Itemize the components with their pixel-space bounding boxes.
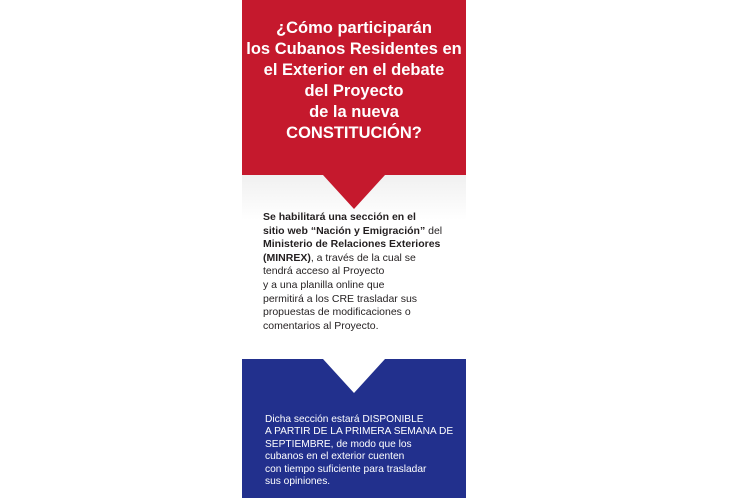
paragraph-text: del	[425, 224, 443, 237]
headline-line: CONSTITUCIÓN?	[286, 124, 422, 142]
headline	[242, 18, 466, 144]
headline-line: el Exterior en el debate	[263, 61, 445, 79]
availability-line: A PARTIR DE LA PRIMERA SEMANA DE	[265, 426, 454, 438]
paragraph-text: propuestas de modificaciones o	[263, 306, 411, 319]
infographic-banner	[242, 0, 466, 498]
paragraph-text: tendrá acceso al Proyecto	[263, 265, 385, 278]
info-paragraph	[263, 211, 458, 333]
headline-line: ¿Cómo participarán	[276, 19, 432, 37]
availability-line: cubanos en el exterior cuenten	[265, 451, 405, 463]
availability-line: sus opiniones.	[265, 476, 331, 488]
availability-line: Dicha sección estará DISPONIBLE	[265, 414, 424, 425]
headline-line: del Proyecto	[304, 82, 404, 100]
availability-line: con tiempo suficiente para trasladar	[265, 463, 427, 475]
paragraph-bold: Ministerio de Relaciones Exteriores	[263, 238, 441, 251]
paragraph-text: permitirá a los CRE trasladar sus	[263, 292, 418, 305]
availability-line: SEPTIEMBRE, de modo que los	[265, 438, 412, 450]
headline-line: los Cubanos Residentes en	[246, 40, 462, 58]
paragraph-bold: sitio web “Nación y Emigración”	[263, 224, 426, 237]
paragraph-text: y a una planilla online que	[263, 278, 385, 291]
headline-line: de la nueva	[309, 103, 399, 121]
paragraph-bold: Se habilitará una sección en el	[263, 211, 416, 223]
paragraph-bold: (MINREX)	[263, 251, 311, 264]
paragraph-text: , a través de la cual se	[310, 251, 416, 264]
paragraph-text: comentarios al Proyecto.	[263, 319, 379, 332]
availability-paragraph	[265, 414, 465, 488]
